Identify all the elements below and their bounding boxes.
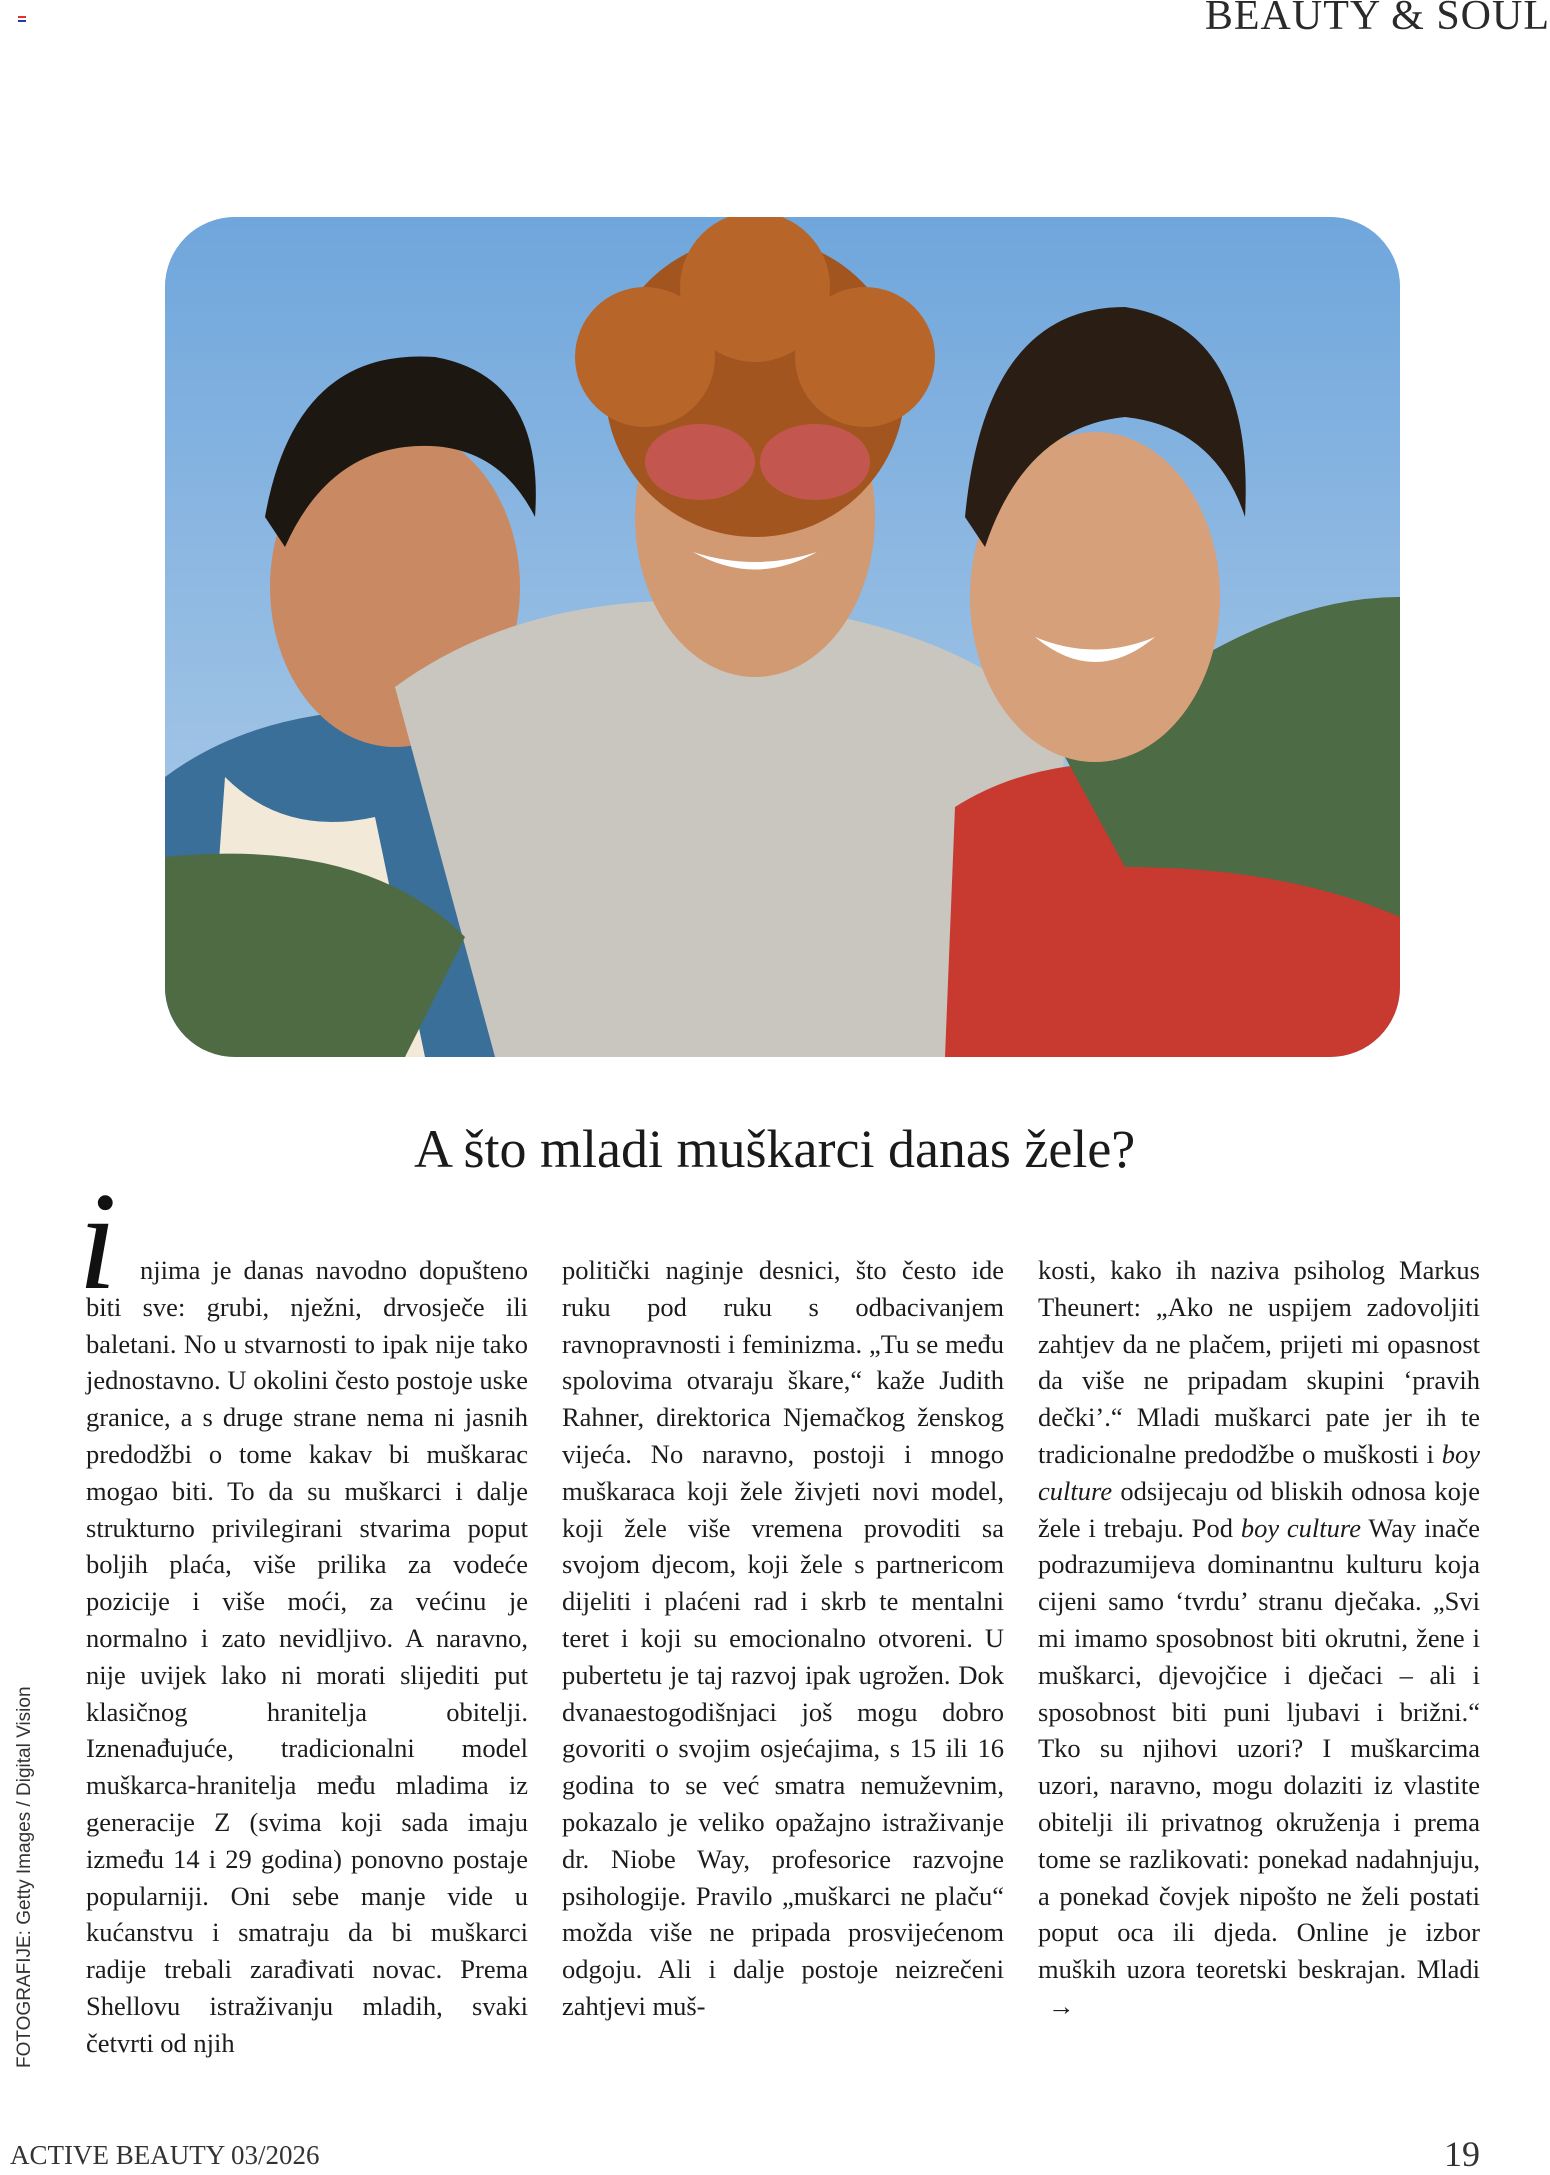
column-2-text: politički naginje desnici, što često ide ruku pod ruku s odbacivanjem ravnopravnosti i feminizma. „Tu se među spolovima otvaraju škare,“ kaže Judith Rahner, direktorica Njemačkog ženskog vijeća. No naravno, postoji i mnogo muškaraca koji žele živjeti novi model, koji žele više vremena provoditi sa svojom djecom, koji žele s partnericom dijeliti i plaćeni rad i skrb te mentalni teret i koji su emocionalno otvoreni. U pubertetu je taj razvoj ipak ugrožen. Dok dvanaestogodišnjaci još mogu dobro govoriti o svojim osjećajima, s 15 ili 16 godina to se već smatra nemuževnim, pokazalo je veliko opažajno istraživanje dr. Niobe Way, profesorice razvojne psihologije. Pravilo „muškarci ne plaču“ možda više ne pripada prosvijećenom odgoju. Ali i dalje postoje neizrečeni zahtjevi muš- (562, 1255, 1004, 2021)
column-3-part-2: odsijecaju od bliskih odnosa koje žele i trebaju. Pod (1038, 1475, 1480, 1543)
flag-icon (18, 16, 26, 22)
page-number: 19 (1444, 2134, 1480, 2174)
continue-arrow-icon: → (1048, 1990, 1075, 2021)
magazine-issue: ACTIVE BEAUTY 03/2026 (10, 2140, 320, 2170)
boy-culture-term: boy culture (1038, 1438, 1480, 1506)
drop-cap: i (78, 1164, 117, 1319)
column-3-part-1: kosti, kako ih naziva psiholog Markus Theunert: „Ako ne uspijem zadovoljiti zahtjev da ne plačem, prijeti mi opasnost da više ne pripadam skupini ‘pravih dečki’.“ Mladi muškarci pate jer ih te tradicionalne predodžbe o muškosti i (1038, 1255, 1480, 1469)
article-column-1 (86, 1252, 528, 2062)
column-3-part-3: Way inače podrazumijeva dominantnu kulturu koja cijeni samo ‘tvrdu’ stranu dječaka. „Svi mi imamo sposobnost biti okrutni, žene i muškarci, djevojčice i dječaci – ali i sposobnost biti puni ljubavi i brižni.“ Tko su njihovi uzori? I muškarcima uzori, naravno, mogu dolaziti iz vlastite obitelji ili privatnog okruženja i prema tome se razlikovati: ponekad nadahnjuju, a ponekad čovjek nipošto ne želi postati poput oca ili djeda. Online je izbor muških uzora teoretski beskrajan. Mladi (1038, 1512, 1481, 1985)
column-3-text (1038, 1252, 1480, 2025)
column-1-text: njima je danas navodno dopušteno biti sve: grubi, nježni, drvosječe ili baletani. No u stvarnosti to ipak nije tako jednostavno. U okolini često postoje uske granice, a s druge strane nema ni jasnih predodžbi o tome kakav bi muškarac mogao biti. To da su muškarci i dalje strukturno privilegirani stvarima poput boljih plaća, više prilika za vodeće pozicije i više moći, za većinu je normalno i zato nevidljivo. A naravno, nije uvijek lako ni morati slijediti put klasičnog hranitelja obitelji. Iznenađujuće, tradicionalni model muškarca-hranitelja među mladima iz generacije Z (svima koji sada imaju između 14 i 29 godina) ponovno postaje popularniji. Oni sebe manje vide u kućanstvu i smatraju da bi muškarci radije trebali zarađivati novac. Prema Shellovu istraživanju mladih, svaki četvrti od njih (86, 1255, 528, 2058)
article-column-2 (562, 1252, 1004, 2025)
article-headline: A što mladi muškarci danas žele? (414, 1119, 1136, 1179)
three-young-men-photo (165, 217, 1400, 1057)
boy-culture-term: boy culture (1240, 1512, 1361, 1543)
photo-credit: FOTOGRAFIJE: Getty Images / Digital Vision (14, 1686, 35, 2068)
section-label: BEAUTY & SOUL (1204, 0, 1550, 39)
article-column-3 (1038, 1252, 1480, 2025)
article-photo (165, 217, 1400, 1057)
